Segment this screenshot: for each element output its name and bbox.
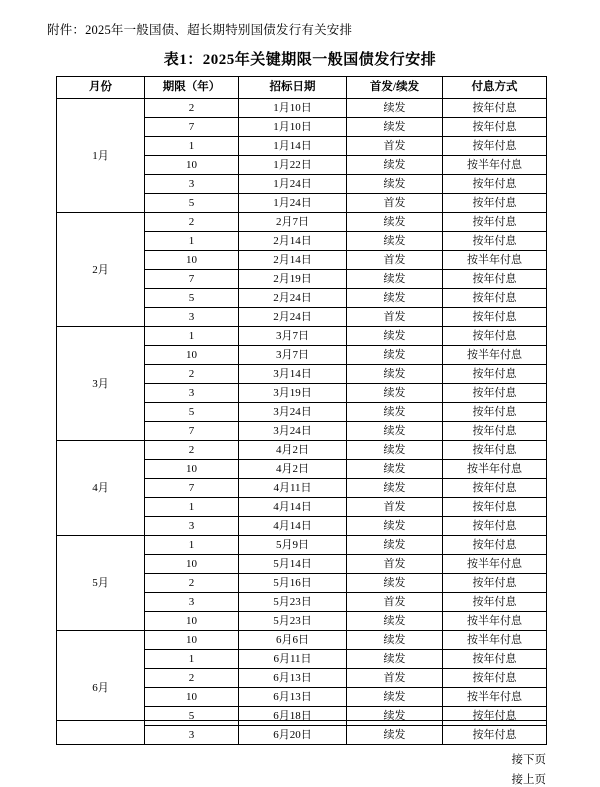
cell-bid-date: 2月24日 <box>239 308 347 327</box>
cell-term: 2 <box>145 99 239 118</box>
cell-issue-type: 首发 <box>347 555 443 574</box>
cell-term: 2 <box>145 669 239 688</box>
cell-issue-type: 续发 <box>347 441 443 460</box>
cell-bid-date: 5月16日 <box>239 574 347 593</box>
column-header-interest-method: 付息方式 <box>443 77 547 99</box>
cell-issue-type: 续发 <box>347 707 443 726</box>
cell-bid-date: 4月14日 <box>239 517 347 536</box>
cell-issue-type: 首发 <box>347 251 443 270</box>
cell-interest-method: 按年付息 <box>443 384 547 403</box>
cell-term: 3 <box>145 593 239 612</box>
month-cell: 3月 <box>57 327 145 441</box>
cell-issue-type: 续发 <box>347 479 443 498</box>
cell-interest-method: 按年付息 <box>443 365 547 384</box>
cell-bid-date: 3月7日 <box>239 346 347 365</box>
cell-interest-method: 按年付息 <box>443 327 547 346</box>
cell-term: 3 <box>145 726 239 745</box>
cell-issue-type: 续发 <box>347 650 443 669</box>
cell-issue-type: 续发 <box>347 346 443 365</box>
cell-interest-method: 按年付息 <box>443 403 547 422</box>
cell-issue-type: 续发 <box>347 213 443 232</box>
cell-term: 3 <box>145 308 239 327</box>
month-cell: 6月 <box>57 631 145 745</box>
cell-interest-method: 按年付息 <box>443 99 547 118</box>
cell-issue-type: 首发 <box>347 593 443 612</box>
cell-bid-date: 1月10日 <box>239 99 347 118</box>
cell-bid-date: 3月14日 <box>239 365 347 384</box>
cell-bid-date: 1月14日 <box>239 137 347 156</box>
cell-bid-date: 2月24日 <box>239 289 347 308</box>
cell-term: 5 <box>145 403 239 422</box>
cell-interest-method: 按年付息 <box>443 308 547 327</box>
cell-interest-method: 按半年付息 <box>443 688 547 707</box>
cell-interest-method: 按半年付息 <box>443 555 547 574</box>
month-cell: 1月 <box>57 99 145 213</box>
cell-interest-method: 按年付息 <box>443 517 547 536</box>
table-row <box>57 441 547 460</box>
cell-bid-date: 2月14日 <box>239 251 347 270</box>
cell-interest-method: 按年付息 <box>443 536 547 555</box>
cell-bid-date: 2月7日 <box>239 213 347 232</box>
cell-bid-date: 6月6日 <box>239 631 347 650</box>
cell-bid-date: 1月10日 <box>239 118 347 137</box>
column-header-term: 期限（年） <box>145 77 239 99</box>
bottom-divider <box>56 720 546 721</box>
cell-term: 2 <box>145 441 239 460</box>
cell-term: 10 <box>145 631 239 650</box>
cell-interest-method: 按年付息 <box>443 289 547 308</box>
cell-bid-date: 6月11日 <box>239 650 347 669</box>
cell-term: 2 <box>145 574 239 593</box>
cell-bid-date: 1月22日 <box>239 156 347 175</box>
cell-bid-date: 6月13日 <box>239 669 347 688</box>
table-row <box>57 213 547 232</box>
cell-interest-method: 按年付息 <box>443 669 547 688</box>
cell-interest-method: 按年付息 <box>443 232 547 251</box>
cell-interest-method: 按年付息 <box>443 422 547 441</box>
cell-issue-type: 续发 <box>347 270 443 289</box>
cell-term: 2 <box>145 213 239 232</box>
cell-interest-method: 按年付息 <box>443 194 547 213</box>
cell-issue-type: 续发 <box>347 631 443 650</box>
bond-issuance-table <box>56 76 547 745</box>
month-cell: 4月 <box>57 441 145 536</box>
cell-term: 1 <box>145 232 239 251</box>
cell-bid-date: 1月24日 <box>239 175 347 194</box>
table-row <box>57 536 547 555</box>
cell-bid-date: 2月14日 <box>239 232 347 251</box>
column-header-month: 月份 <box>57 77 145 99</box>
cell-issue-type: 续发 <box>347 384 443 403</box>
cell-bid-date: 5月23日 <box>239 593 347 612</box>
cell-interest-method: 按半年付息 <box>443 612 547 631</box>
cell-interest-method: 按年付息 <box>443 441 547 460</box>
cell-issue-type: 续发 <box>347 574 443 593</box>
cell-interest-method: 按年付息 <box>443 593 547 612</box>
cell-term: 3 <box>145 175 239 194</box>
cell-issue-type: 续发 <box>347 232 443 251</box>
cell-bid-date: 6月13日 <box>239 688 347 707</box>
table-row <box>57 99 547 118</box>
cell-term: 1 <box>145 498 239 517</box>
cell-issue-type: 续发 <box>347 460 443 479</box>
cell-term: 7 <box>145 118 239 137</box>
cell-issue-type: 续发 <box>347 536 443 555</box>
cell-interest-method: 按年付息 <box>443 479 547 498</box>
cell-term: 5 <box>145 289 239 308</box>
month-cell: 5月 <box>57 536 145 631</box>
cell-bid-date: 4月2日 <box>239 441 347 460</box>
cell-interest-method: 按年付息 <box>443 650 547 669</box>
cell-issue-type: 首发 <box>347 498 443 517</box>
page-title: 表1：2025年关键期限一般国债发行安排 <box>163 52 437 68</box>
cell-term: 10 <box>145 688 239 707</box>
cell-bid-date: 3月19日 <box>239 384 347 403</box>
cell-interest-method: 按年付息 <box>443 137 547 156</box>
cell-interest-method: 按年付息 <box>443 175 547 194</box>
cell-issue-type: 续发 <box>347 289 443 308</box>
cell-bid-date: 5月23日 <box>239 612 347 631</box>
cell-issue-type: 续发 <box>347 688 443 707</box>
cell-term: 2 <box>145 365 239 384</box>
cell-interest-method: 按半年付息 <box>443 460 547 479</box>
cell-issue-type: 首发 <box>347 308 443 327</box>
table-row <box>57 327 547 346</box>
cell-issue-type: 续发 <box>347 365 443 384</box>
cell-interest-method: 按年付息 <box>443 574 547 593</box>
cell-term: 7 <box>145 479 239 498</box>
cell-term: 1 <box>145 327 239 346</box>
cell-term: 5 <box>145 194 239 213</box>
cell-term: 3 <box>145 517 239 536</box>
cell-bid-date: 4月14日 <box>239 498 347 517</box>
cell-issue-type: 续发 <box>347 517 443 536</box>
cell-term: 10 <box>145 460 239 479</box>
cell-term: 1 <box>145 536 239 555</box>
cell-issue-type: 首发 <box>347 669 443 688</box>
table-body <box>57 99 547 745</box>
cell-interest-method: 按半年付息 <box>443 251 547 270</box>
column-header-bid-date: 招标日期 <box>239 77 347 99</box>
column-header-issue-type: 首发/续发 <box>347 77 443 99</box>
cell-issue-type: 续发 <box>347 156 443 175</box>
cell-issue-type: 续发 <box>347 726 443 745</box>
cell-issue-type: 续发 <box>347 99 443 118</box>
cell-bid-date: 3月24日 <box>239 403 347 422</box>
cell-bid-date: 3月7日 <box>239 327 347 346</box>
cell-interest-method: 按半年付息 <box>443 156 547 175</box>
cell-issue-type: 续发 <box>347 175 443 194</box>
cell-term: 1 <box>145 137 239 156</box>
attachment-line: 附件：2025年一般国债、超长期特别国债发行有关安排 <box>47 23 353 37</box>
cell-interest-method: 按年付息 <box>443 726 547 745</box>
cell-interest-method: 按年付息 <box>443 707 547 726</box>
cell-term: 5 <box>145 707 239 726</box>
cell-interest-method: 按年付息 <box>443 118 547 137</box>
cell-term: 10 <box>145 346 239 365</box>
cell-interest-method: 按半年付息 <box>443 346 547 365</box>
footnote-continued-next: 接下页 <box>511 754 546 766</box>
cell-term: 3 <box>145 384 239 403</box>
cell-term: 10 <box>145 555 239 574</box>
footnote-continued-prev: 接上页 <box>511 774 546 786</box>
cell-issue-type: 续发 <box>347 422 443 441</box>
cell-bid-date: 3月24日 <box>239 422 347 441</box>
cell-interest-method: 按年付息 <box>443 498 547 517</box>
cell-term: 7 <box>145 422 239 441</box>
cell-term: 1 <box>145 650 239 669</box>
cell-issue-type: 续发 <box>347 403 443 422</box>
cell-bid-date: 5月9日 <box>239 536 347 555</box>
cell-issue-type: 续发 <box>347 327 443 346</box>
cell-interest-method: 按半年付息 <box>443 631 547 650</box>
cell-bid-date: 6月18日 <box>239 707 347 726</box>
cell-term: 10 <box>145 251 239 270</box>
cell-bid-date: 5月14日 <box>239 555 347 574</box>
cell-issue-type: 首发 <box>347 137 443 156</box>
cell-issue-type: 续发 <box>347 612 443 631</box>
cell-bid-date: 2月19日 <box>239 270 347 289</box>
cell-issue-type: 首发 <box>347 194 443 213</box>
cell-bid-date: 1月24日 <box>239 194 347 213</box>
cell-term: 10 <box>145 156 239 175</box>
cell-bid-date: 4月2日 <box>239 460 347 479</box>
cell-term: 10 <box>145 612 239 631</box>
cell-issue-type: 续发 <box>347 118 443 137</box>
cell-term: 7 <box>145 270 239 289</box>
month-cell: 2月 <box>57 213 145 327</box>
table-header-row <box>57 77 547 99</box>
cell-bid-date: 4月11日 <box>239 479 347 498</box>
table-row <box>57 631 547 650</box>
cell-interest-method: 按年付息 <box>443 270 547 289</box>
cell-bid-date: 6月20日 <box>239 726 347 745</box>
cell-interest-method: 按年付息 <box>443 213 547 232</box>
